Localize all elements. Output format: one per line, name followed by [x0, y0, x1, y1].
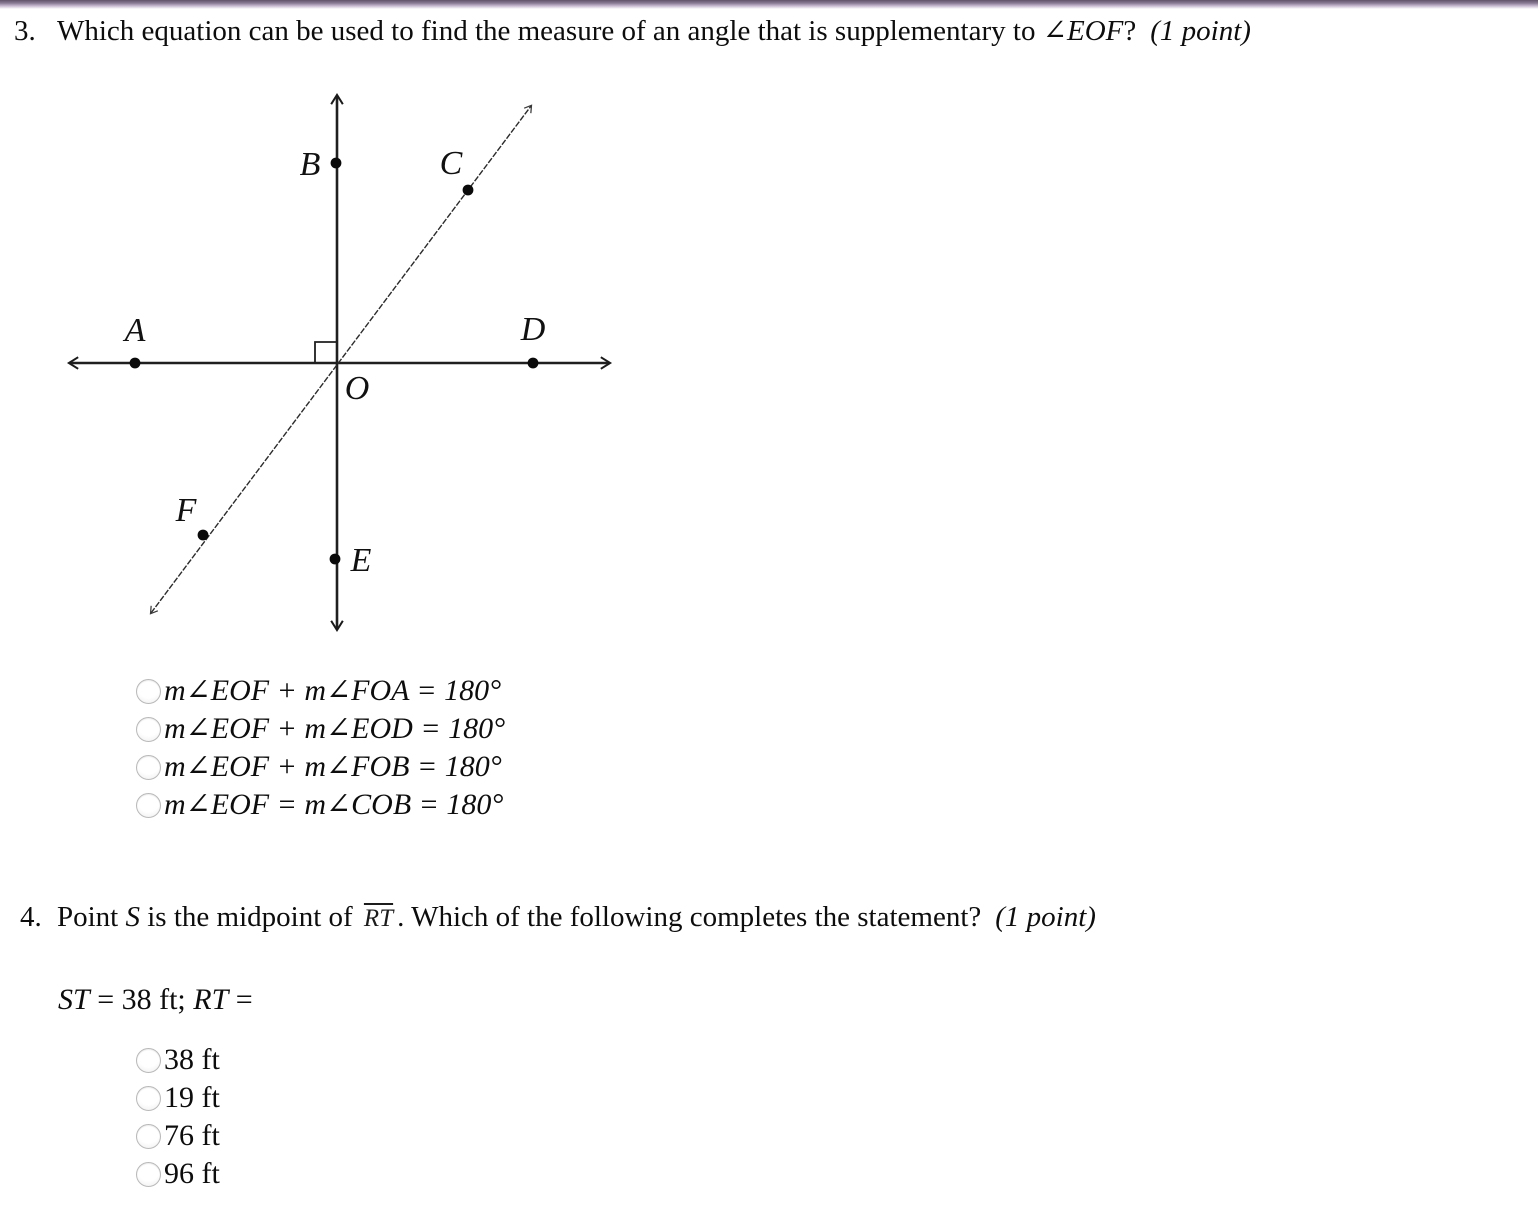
label-A: A: [124, 312, 146, 349]
question-3-points: (1 point): [1150, 15, 1251, 47]
question-3-number: 3.: [14, 15, 36, 47]
question-3-text: [57, 12, 1251, 50]
q4-option-row-4: [136, 1155, 220, 1193]
point-dot-E: [330, 554, 341, 565]
q3-option-3-label: m∠EOF + m∠FOB = 180°: [164, 750, 502, 783]
q4-option-1-radio[interactable]: [136, 1048, 161, 1073]
q4-option-1-label: 38 ft: [164, 1043, 220, 1076]
q4-option-2-label: 19 ft: [164, 1081, 220, 1114]
q3-option-1-radio[interactable]: [136, 679, 161, 704]
question-4-prompt-before: Point: [57, 901, 126, 933]
question-3-qmark: ?: [1123, 15, 1137, 47]
point-dot-A: [130, 358, 141, 369]
question-4-points: (1 point): [995, 901, 1096, 933]
q3-option-4-radio[interactable]: [136, 793, 161, 818]
question-3-options: [136, 672, 505, 824]
label-C: C: [439, 145, 463, 182]
q4-option-4-radio[interactable]: [136, 1162, 161, 1187]
q4-option-2-radio[interactable]: [136, 1086, 161, 1111]
question-4-statement: [58, 982, 253, 1018]
q3-option-2-label: m∠EOF + m∠EOD = 180°: [164, 712, 506, 745]
statement-rt: RT: [193, 983, 229, 1016]
point-dot-B: [331, 158, 342, 169]
question-4-point-s: S: [125, 901, 140, 933]
geometry-diagram: [50, 80, 630, 650]
q3-option-row-4: [136, 786, 505, 824]
right-angle-marker: [315, 342, 337, 363]
statement-eq1: = 38 ft;: [89, 983, 194, 1016]
question-4-number: 4.: [20, 901, 42, 933]
question-4-segment-rt: $\overline{RT}$: [363, 905, 394, 932]
q4-option-row-3: [136, 1117, 220, 1155]
q3-option-1-label: m∠EOF + m∠FOA = 180°: [164, 674, 502, 707]
question-3-angle-term: ∠EOF: [1042, 15, 1124, 47]
question-4-prompt-after: . Which of the following completes the statement?: [397, 901, 982, 933]
q4-option-4-label: 96 ft: [164, 1157, 220, 1190]
q3-option-row-3: [136, 748, 505, 786]
label-B: B: [299, 146, 321, 183]
question-3-line: [14, 12, 1251, 50]
question-4-text: [57, 898, 1096, 938]
statement-eq2: =: [228, 983, 253, 1016]
label-D: D: [520, 311, 546, 348]
label-O: O: [344, 370, 370, 407]
q4-option-3-label: 76 ft: [164, 1119, 220, 1152]
q4-option-row-1: [136, 1041, 220, 1079]
question-4-prompt-mid: is the midpoint of: [140, 901, 360, 933]
question-3-prompt: Which equation can be used to find the measure of an angle that is supplementary to: [57, 15, 1043, 47]
window-top-border: [0, 0, 1538, 9]
statement-st: ST: [58, 983, 90, 1016]
label-E: E: [350, 542, 372, 579]
q3-option-2-radio[interactable]: [136, 717, 161, 742]
q4-option-3-radio[interactable]: [136, 1124, 161, 1149]
q3-option-row-1: [136, 672, 505, 710]
point-dot-D: [528, 358, 539, 369]
question-4-line: [20, 898, 1096, 938]
q3-option-row-2: [136, 710, 505, 748]
q3-option-3-radio[interactable]: [136, 755, 161, 780]
point-dot-C: [463, 185, 474, 196]
label-F: F: [175, 492, 197, 529]
question-4-options: [136, 1041, 220, 1193]
q3-option-4-label: m∠EOF = m∠COB = 180°: [164, 788, 504, 821]
q4-option-row-2: [136, 1079, 220, 1117]
point-dot-F: [198, 530, 209, 541]
